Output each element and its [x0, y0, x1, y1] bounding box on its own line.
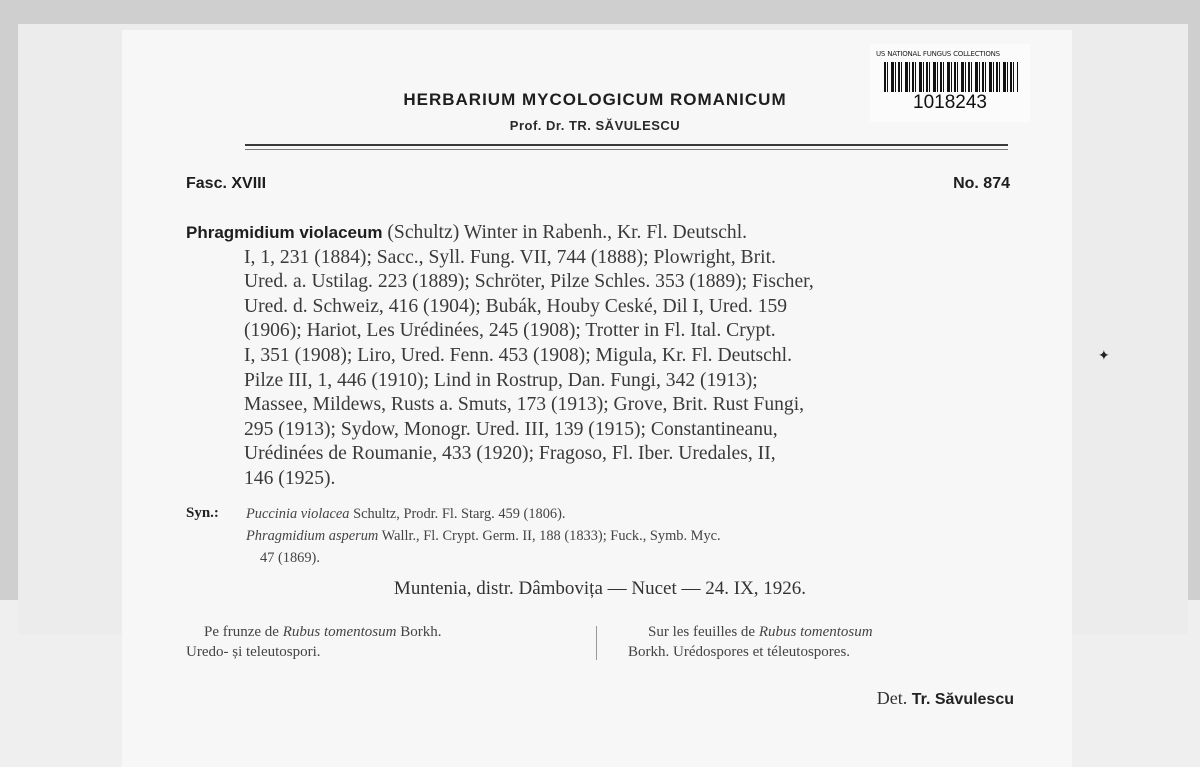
citation-line: 295 (1913); Sydow, Monogr. Ured. III, 139 (1915); Constantineanu,	[244, 418, 778, 440]
fascicle-number: Fasc. XVIII	[186, 175, 267, 192]
barcode-number: 1018243	[913, 92, 987, 113]
citation-line: I, 351 (1908); Liro, Ured. Fenn. 453 (1908); Migula, Kr. Fl. Deutschl.	[244, 344, 793, 366]
citation-line: 146 (1925).	[244, 467, 336, 489]
specimen-number: No. 874	[953, 175, 1010, 192]
header-rule-thin	[245, 149, 1008, 150]
header-rule	[245, 144, 1008, 146]
synonym-line	[246, 503, 1016, 525]
synonym-line: 47 (1869).	[260, 550, 320, 566]
synonyms-list	[246, 503, 1016, 569]
species-name: Phragmidium violaceum	[186, 223, 383, 242]
determiner-name: Tr. Săvulescu	[911, 691, 1014, 708]
synonym-citation: Schultz, Prodr. Fl. Starg. 459 (1806).	[349, 506, 566, 522]
citation-line	[186, 221, 1010, 246]
herbarium-title: HERBARIUM MYCOLOGICUM ROMANICUM	[403, 90, 787, 109]
barcode-caption: US NATIONAL FUNGUS COLLECTIONS	[876, 50, 1000, 58]
citation-line: Massee, Mildews, Rusts a. Smuts, 173 (1913); Grove, Brit. Rust Fungi,	[244, 394, 805, 416]
synonym-name: Phragmidium asperum	[246, 528, 379, 544]
host-line	[186, 622, 586, 642]
synonym-citation: Wallr., Fl. Crypt. Germ. II, 188 (1833); Fuck., Symb. Myc.	[378, 528, 721, 544]
host-line: Borkh. Urédospores et téleutospores.	[628, 644, 851, 660]
citation-line: I, 1, 231 (1884); Sacc., Syll. Fung. VII, 744 (1888); Plowright, Brit.	[244, 246, 776, 268]
host-romanian	[186, 622, 586, 662]
host-line	[628, 622, 1028, 642]
citation-line: (1906); Hariot, Les Urédinées, 245 (1908); Trotter in Fl. Ital. Crypt.	[244, 320, 776, 342]
host-prefix: Sur les feuilles de	[648, 624, 759, 640]
synonym-line	[246, 525, 1016, 547]
citation-line: Pilze III, 1, 446 (1910); Lind in Rostrup, Dan. Fungi, 342 (1913);	[244, 369, 758, 391]
herbarium-subtitle: Prof. Dr. TR. SĂVULESCU	[509, 118, 681, 133]
citation-line: Ured. a. Ustilag. 223 (1889); Schröter, Pilze Schles. 353 (1889); Fischer,	[244, 271, 814, 293]
barcode-icon	[884, 62, 1018, 92]
column-divider	[596, 626, 597, 660]
determiner-prefix: Det.	[876, 688, 912, 708]
citation-line-text: (Schultz) Winter in Rabenh., Kr. Fl. Deutschl.	[382, 222, 748, 243]
citation-line: Ured. d. Schweiz, 416 (1904); Bubák, Houby Ceské, Dil I, Ured. 159	[244, 295, 788, 317]
determiner	[700, 688, 1014, 709]
collection-locality: Muntenia, distr. Dâmbovița — Nucet — 24. IX, 1926.	[393, 578, 807, 599]
host-name: Rubus tomentosum	[282, 624, 397, 640]
barcode-label	[870, 44, 1030, 122]
synonym-name: Puccinia violacea	[246, 506, 350, 522]
synonyms-label: Syn.:	[186, 505, 219, 521]
host-author: Borkh.	[396, 624, 442, 640]
host-line: Uredo- și teleutospori.	[186, 644, 321, 660]
host-name: Rubus tomentosum	[758, 624, 873, 640]
specimen-fragment-icon: ✦	[1098, 348, 1110, 364]
host-prefix: Pe frunze de	[204, 624, 283, 640]
citation-line: Urédinées de Roumanie, 433 (1920); Fragoso, Fl. Iber. Uredales, II,	[244, 443, 776, 465]
species-citation	[186, 221, 1010, 492]
host-french	[628, 622, 1028, 662]
